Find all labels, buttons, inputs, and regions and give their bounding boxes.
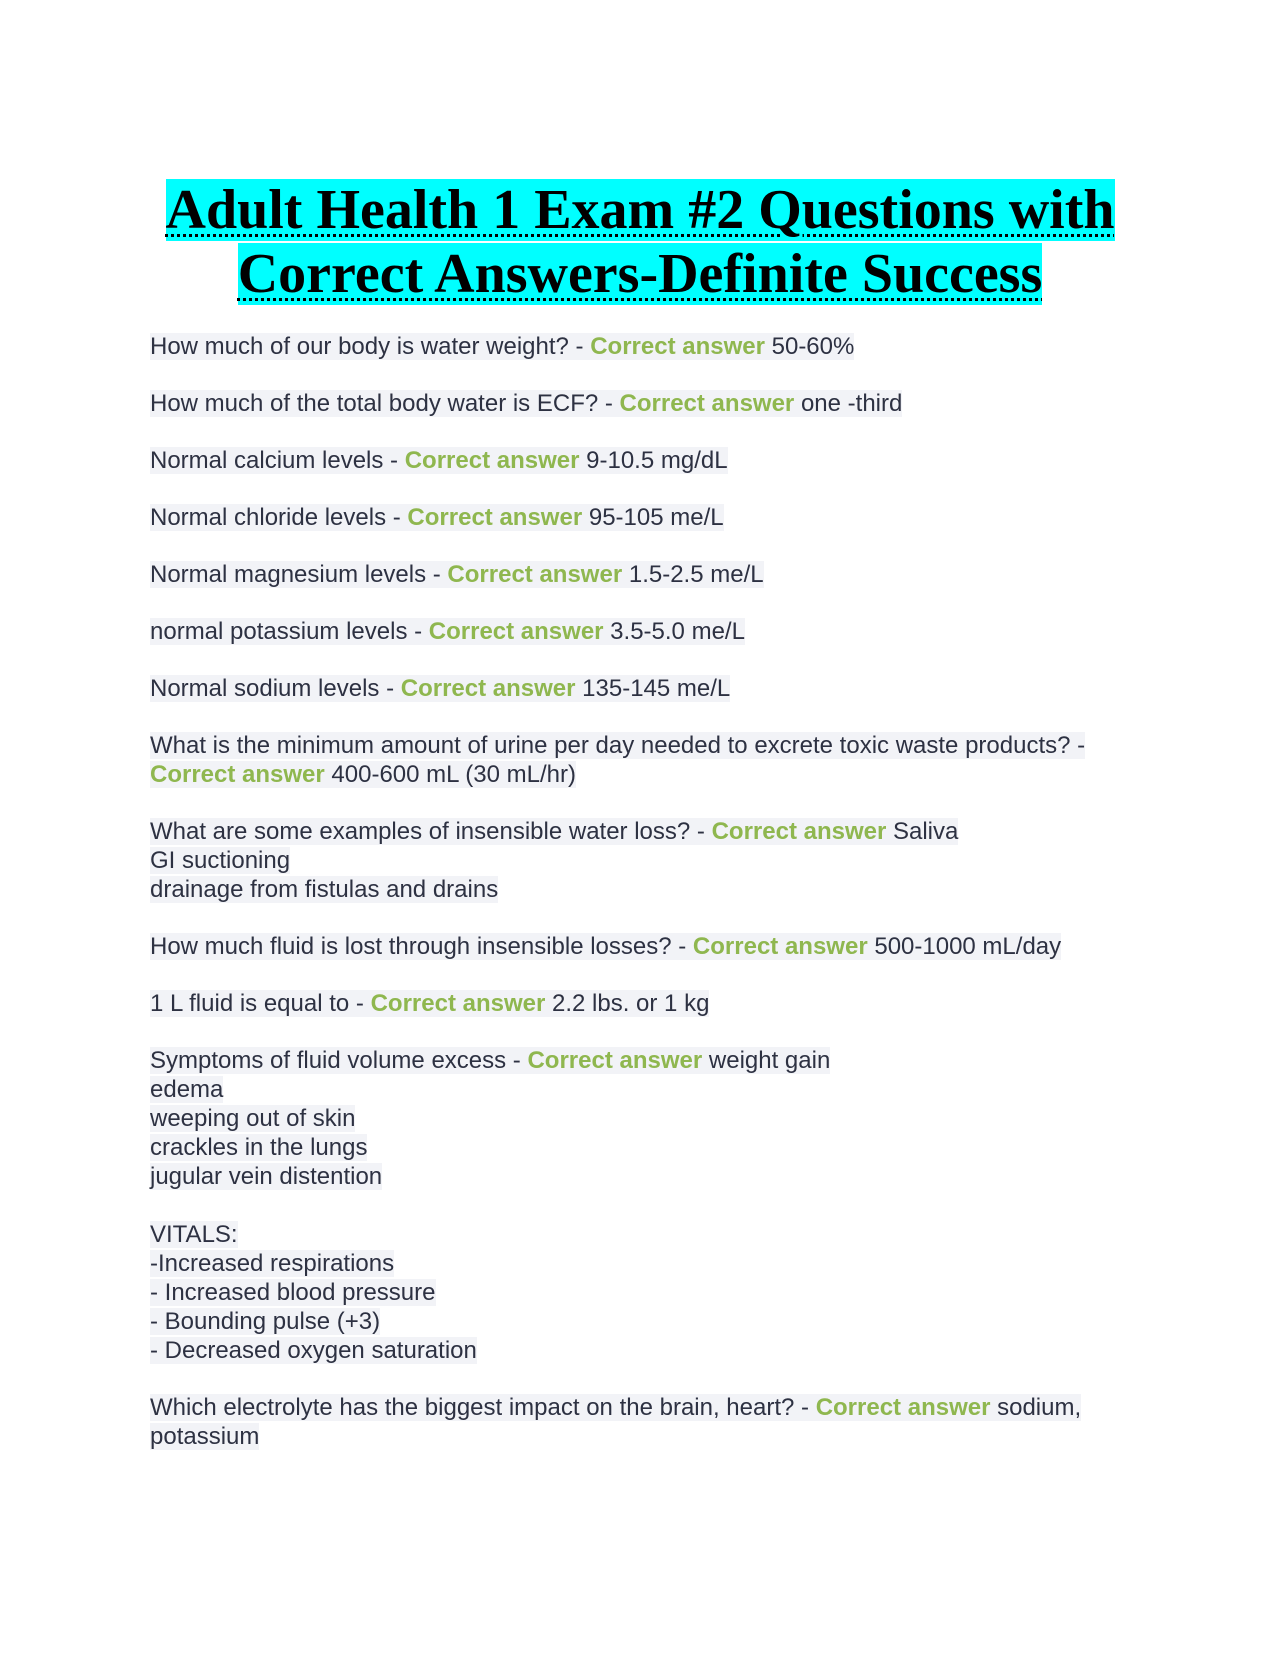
qa-item [150, 617, 1150, 646]
correct-answer-label: Correct answer [428, 618, 604, 645]
qa-item [150, 560, 1150, 589]
qa-item [150, 389, 1150, 418]
correct-answer-label: Correct answer [527, 1047, 703, 1074]
answer-text: 400-600 mL (30 mL/hr) [324, 761, 576, 788]
document-title [100, 178, 1180, 306]
correct-answer-label: Correct answer [404, 447, 580, 474]
question-text: Normal calcium levels - [150, 447, 405, 474]
answer-text: 95-105 me/L [582, 504, 724, 531]
correct-answer-label: Correct answer [692, 933, 868, 960]
qa-item [150, 1046, 1150, 1365]
answer-text: weight gain edema weeping out of skin crackles in the lungs jugular vein distention VITALS: -Increased respirations - Increased blood pressure - Bounding pulse (+3) - Decreased oxygen saturation [150, 1047, 831, 1364]
correct-answer-label: Correct answer [400, 675, 576, 702]
answer-text: 50-60% [764, 333, 855, 360]
answer-text: 3.5-5.0 me/L [603, 618, 745, 645]
answer-text: 1.5-2.5 me/L [622, 561, 764, 588]
question-text: normal potassium levels - [150, 618, 429, 645]
answer-text: one -third [794, 390, 903, 417]
qa-item [150, 1393, 1150, 1451]
question-text: How much of our body is water weight? - [150, 333, 591, 360]
answer-text: 135-145 me/L [575, 675, 731, 702]
correct-answer-label: Correct answer [619, 390, 795, 417]
question-text: What is the minimum amount of urine per day needed to excrete toxic waste products? - [150, 732, 1086, 759]
correct-answer-label: Correct answer [590, 333, 765, 360]
answer-text: 9-10.5 mg/dL [579, 447, 728, 474]
question-text: How much of the total body water is ECF? - [150, 390, 620, 417]
question-text: Symptoms of fluid volume excess - [150, 1047, 528, 1074]
qa-item [150, 332, 1150, 361]
question-text: Normal chloride levels - [150, 504, 408, 531]
question-text: Normal sodium levels - [150, 675, 401, 702]
qa-item [150, 503, 1150, 532]
answer-text: 2.2 lbs. or 1 kg [545, 990, 710, 1017]
qa-item [150, 674, 1150, 703]
qa-item [150, 446, 1150, 475]
qa-item [150, 932, 1150, 961]
correct-answer-label: Correct answer [815, 1394, 991, 1421]
correct-answer-label: Correct answer [150, 761, 325, 788]
question-text: What are some examples of insensible water loss? - [150, 818, 712, 845]
answer-text: sodium, potassium [150, 1394, 1082, 1450]
correct-answer-label: Correct answer [370, 990, 546, 1017]
qa-item [150, 989, 1150, 1018]
question-text: Normal magnesium levels - [150, 561, 448, 588]
question-text: 1 L fluid is equal to - [150, 990, 371, 1017]
qa-item [150, 731, 1150, 789]
correct-answer-label: Correct answer [407, 504, 583, 531]
question-text: How much fluid is lost through insensible losses? - [150, 933, 693, 960]
answer-text: Saliva GI suctioning drainage from fistulas and drains [150, 818, 959, 903]
correct-answer-label: Correct answer [447, 561, 623, 588]
qa-item [150, 817, 1150, 904]
question-text: Which electrolyte has the biggest impact on the brain, heart? - [150, 1394, 816, 1421]
correct-answer-label: Correct answer [711, 818, 887, 845]
qa-list [150, 332, 1150, 1479]
answer-text: 500-1000 mL/day [867, 933, 1062, 960]
title-line-2: Correct Answers-Definite Success [237, 243, 1043, 305]
title-line-1: Adult Health 1 Exam #2 Questions with [165, 179, 1115, 241]
